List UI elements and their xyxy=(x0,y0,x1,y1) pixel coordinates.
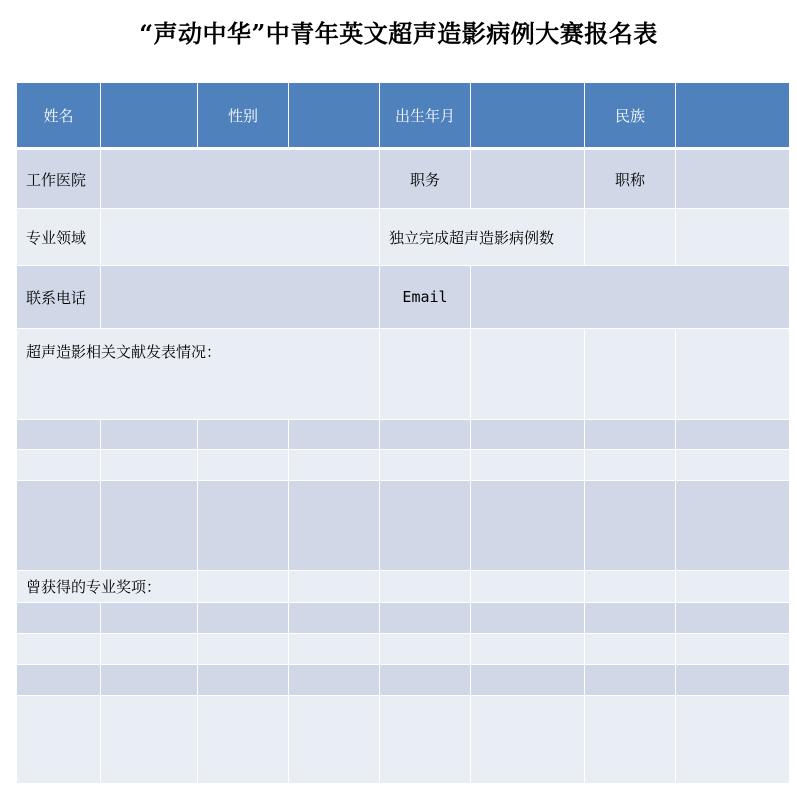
grid-cell[interactable] xyxy=(289,571,380,603)
grid-cell[interactable] xyxy=(471,481,585,571)
publications-cell[interactable] xyxy=(676,329,790,420)
grid-cell[interactable] xyxy=(585,634,676,665)
grid-cell[interactable] xyxy=(198,571,289,603)
grid-cell[interactable] xyxy=(17,603,101,634)
grid-cell[interactable] xyxy=(289,603,380,634)
title-label: 职称 xyxy=(585,149,676,209)
case-count-label: 独立完成超声造影病例数 xyxy=(380,209,585,266)
grid-cell[interactable] xyxy=(380,450,471,481)
grid-cell[interactable] xyxy=(676,696,790,784)
grid-cell[interactable] xyxy=(585,696,676,784)
grid-cell[interactable] xyxy=(17,450,101,481)
grid-cell[interactable] xyxy=(471,571,585,603)
specialty-label: 专业领域 xyxy=(17,209,101,266)
grid-cell[interactable] xyxy=(17,696,101,784)
publications-line xyxy=(17,481,790,571)
grid-cell[interactable] xyxy=(676,450,790,481)
grid-cell[interactable] xyxy=(198,420,289,450)
name-label: 姓名 xyxy=(17,83,101,149)
grid-cell[interactable] xyxy=(101,665,198,696)
awards-line xyxy=(17,665,790,696)
registration-form-table xyxy=(16,82,790,784)
title-field[interactable] xyxy=(676,149,790,209)
grid-cell[interactable] xyxy=(198,634,289,665)
grid-cell[interactable] xyxy=(471,634,585,665)
phone-label: 联系电话 xyxy=(17,266,101,329)
phone-field[interactable] xyxy=(101,266,380,329)
grid-cell[interactable] xyxy=(585,571,676,603)
publications-line xyxy=(17,450,790,481)
grid-cell[interactable] xyxy=(17,665,101,696)
grid-cell[interactable] xyxy=(380,420,471,450)
grid-cell[interactable] xyxy=(101,603,198,634)
awards-line xyxy=(17,634,790,665)
grid-cell[interactable] xyxy=(380,665,471,696)
grid-cell[interactable] xyxy=(380,696,471,784)
grid-cell[interactable] xyxy=(471,665,585,696)
position-field[interactable] xyxy=(471,149,585,209)
header-row xyxy=(17,83,790,149)
birth-field[interactable] xyxy=(471,83,585,149)
ethnicity-field[interactable] xyxy=(676,83,790,149)
grid-cell[interactable] xyxy=(471,603,585,634)
position-label: 职务 xyxy=(380,149,471,209)
grid-cell[interactable] xyxy=(676,571,790,603)
grid-cell[interactable] xyxy=(471,450,585,481)
publications-cell[interactable] xyxy=(380,329,471,420)
grid-cell[interactable] xyxy=(101,450,198,481)
publications-cell[interactable] xyxy=(471,329,585,420)
grid-cell[interactable] xyxy=(380,603,471,634)
grid-cell[interactable] xyxy=(380,481,471,571)
grid-cell[interactable] xyxy=(289,450,380,481)
grid-cell[interactable] xyxy=(198,450,289,481)
name-field[interactable] xyxy=(101,83,198,149)
grid-cell[interactable] xyxy=(585,665,676,696)
grid-cell[interactable] xyxy=(289,634,380,665)
form-title: “声动中华”中青年英文超声造影病例大赛报名表 xyxy=(139,19,658,48)
contact-row xyxy=(17,266,790,329)
grid-cell[interactable] xyxy=(380,571,471,603)
awards-line xyxy=(17,603,790,634)
grid-cell[interactable] xyxy=(676,481,790,571)
grid-cell[interactable] xyxy=(676,603,790,634)
grid-cell[interactable] xyxy=(198,696,289,784)
grid-cell[interactable] xyxy=(585,481,676,571)
grid-cell[interactable] xyxy=(676,634,790,665)
grid-cell[interactable] xyxy=(17,481,101,571)
ethnicity-label: 民族 xyxy=(585,83,676,149)
grid-cell[interactable] xyxy=(17,634,101,665)
grid-cell[interactable] xyxy=(471,420,585,450)
grid-cell[interactable] xyxy=(585,450,676,481)
publications-line xyxy=(17,420,790,450)
grid-cell[interactable] xyxy=(101,634,198,665)
awards-line xyxy=(17,696,790,784)
birth-label: 出生年月 xyxy=(380,83,471,149)
grid-cell[interactable] xyxy=(585,603,676,634)
case-count-extra[interactable] xyxy=(676,209,790,266)
grid-cell[interactable] xyxy=(676,665,790,696)
grid-cell[interactable] xyxy=(289,420,380,450)
publications-label: 超声造影相关文献发表情况： xyxy=(17,329,380,420)
awards-row xyxy=(17,571,790,603)
email-label: Email xyxy=(380,266,471,329)
grid-cell[interactable] xyxy=(17,420,101,450)
grid-cell[interactable] xyxy=(198,603,289,634)
publications-row xyxy=(17,329,790,420)
specialty-field[interactable] xyxy=(101,209,380,266)
email-field[interactable] xyxy=(471,266,790,329)
grid-cell[interactable] xyxy=(101,420,198,450)
grid-cell[interactable] xyxy=(198,665,289,696)
publications-cell[interactable] xyxy=(585,329,676,420)
hospital-row xyxy=(17,149,790,209)
grid-cell[interactable] xyxy=(380,634,471,665)
grid-cell[interactable] xyxy=(289,665,380,696)
grid-cell[interactable] xyxy=(289,696,380,784)
grid-cell[interactable] xyxy=(289,481,380,571)
grid-cell[interactable] xyxy=(101,696,198,784)
case-count-field[interactable] xyxy=(585,209,676,266)
grid-cell[interactable] xyxy=(198,481,289,571)
gender-field[interactable] xyxy=(289,83,380,149)
grid-cell[interactable] xyxy=(101,481,198,571)
grid-cell[interactable] xyxy=(585,420,676,450)
awards-label: 曾获得的专业奖项： xyxy=(17,571,198,603)
hospital-field[interactable] xyxy=(101,149,380,209)
gender-label: 性别 xyxy=(198,83,289,149)
field-row xyxy=(17,209,790,266)
grid-cell[interactable] xyxy=(471,696,585,784)
hospital-label: 工作医院 xyxy=(17,149,101,209)
grid-cell[interactable] xyxy=(676,420,790,450)
